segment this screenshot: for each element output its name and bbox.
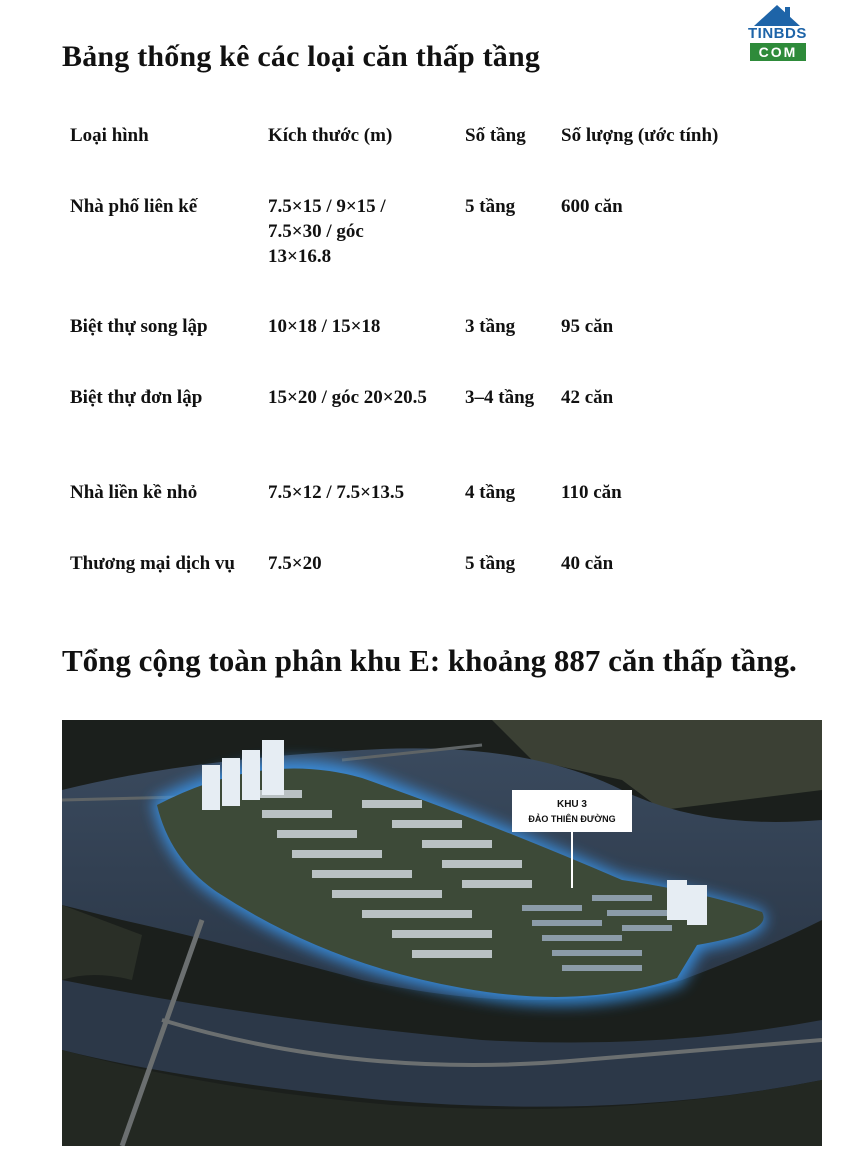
logo-top-text: TINBDS (748, 25, 807, 42)
logo-bottom-text: COM (750, 43, 806, 61)
row2-size: 10×18 / 15×18 (268, 316, 381, 337)
row1-quantity: 600 căn (561, 196, 623, 217)
row2-type: Biệt thự song lập (70, 316, 208, 337)
row3-type: Biệt thự đơn lập (70, 387, 203, 408)
page-title: Bảng thống kê các loại căn thấp tầng (62, 40, 541, 73)
total-summary: Tổng cộng toàn phân khu E: khoảng 887 căn thấp tầng. (62, 643, 797, 678)
row5-floors: 5 tầng (465, 553, 516, 574)
header-type: Loại hình (70, 125, 149, 146)
aerial-rendering (62, 720, 822, 1146)
row5-size: 7.5×20 (268, 553, 322, 574)
row4-floors: 4 tầng (465, 482, 516, 503)
header-quantity: Số lượng (ước tính) (561, 125, 719, 146)
area-label-line1: KHU 3 (556, 799, 588, 810)
row3-quantity: 42 căn (561, 387, 614, 408)
row1-size: 7.5×15 / 9×15 / 7.5×30 / góc 13×16.8 (268, 196, 386, 267)
row1-floors: 5 tầng (465, 196, 516, 217)
row4-quantity: 110 căn (561, 482, 622, 503)
row2-floors: 3 tầng (465, 316, 516, 337)
row4-size: 7.5×12 / 7.5×13.5 (268, 482, 405, 503)
aerial-island-illustration (62, 720, 822, 1146)
header-size: Kích thước (m) (268, 125, 393, 146)
tinbds-logo (746, 4, 808, 64)
header-floors: Số tầng (465, 125, 526, 146)
area-label-line2: ĐẢO THIÊN ĐƯỜNG (528, 814, 616, 824)
row5-type: Thương mại dịch vụ (70, 553, 235, 574)
row2-quantity: 95 căn (561, 316, 614, 337)
row4-type: Nhà liền kề nhỏ (70, 482, 198, 503)
row3-size: 15×20 / góc 20×20.5 (268, 387, 427, 408)
row1-type: Nhà phố liên kế (70, 196, 198, 217)
row5-quantity: 40 căn (561, 553, 614, 574)
row3-floors: 3–4 tầng (465, 387, 535, 408)
